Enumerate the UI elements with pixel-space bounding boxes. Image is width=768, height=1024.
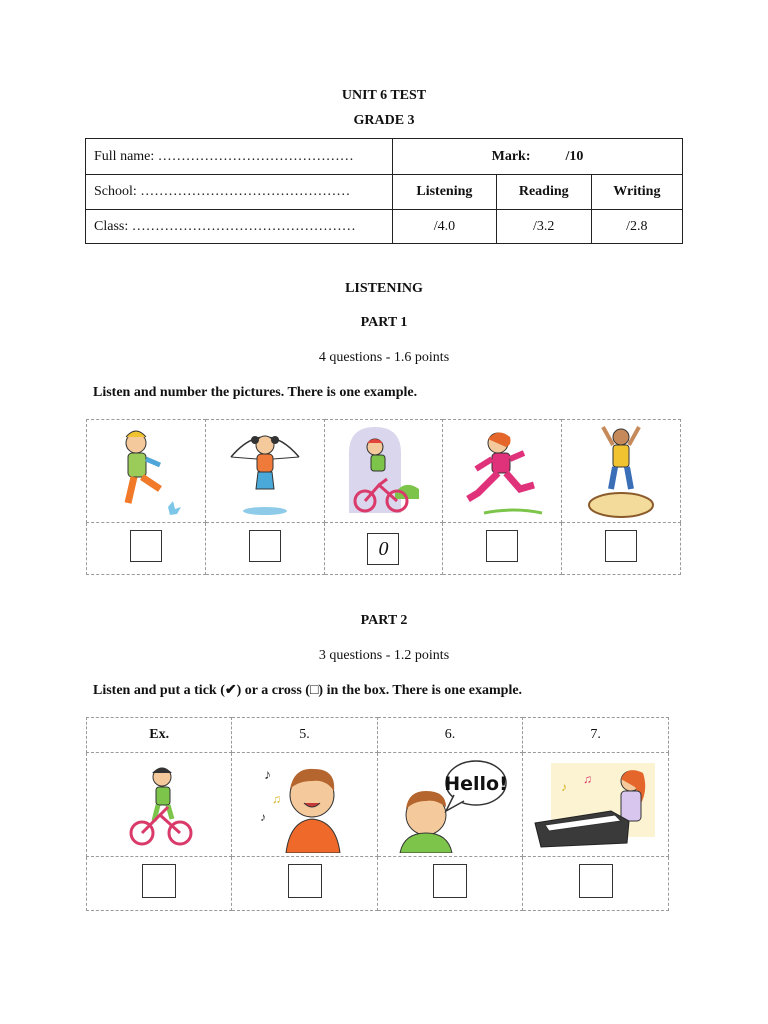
answer-cell — [205, 523, 324, 575]
section-heading: LISTENING — [345, 281, 423, 296]
svg-text:♫: ♫ — [271, 791, 281, 806]
svg-text:♫: ♫ — [582, 771, 592, 786]
col-listening: Listening — [393, 175, 497, 210]
picture-cell — [523, 753, 669, 857]
hello-text: Hello! — [444, 772, 508, 795]
grade-label: GRADE 3 — [353, 113, 415, 128]
answer-box[interactable] — [249, 530, 281, 562]
part1-grid — [86, 419, 681, 575]
picture-cell — [87, 753, 232, 857]
girl-cycling-icon — [104, 757, 214, 853]
col-reading: Reading — [496, 175, 591, 210]
full-name-field[interactable]: Full name: …………………………………… — [86, 139, 393, 175]
part2-title: PART 2 — [360, 613, 408, 628]
mark-cell — [393, 139, 683, 175]
score-reading: /3.2 — [496, 210, 591, 244]
answer-cell — [324, 523, 443, 575]
col-header-6: 6. — [377, 718, 523, 753]
girl-playing-piano-icon — [531, 757, 661, 853]
answer-cell — [523, 857, 669, 911]
answer-box[interactable] — [130, 530, 162, 562]
answer-cell — [443, 523, 562, 575]
answer-box[interactable] — [605, 530, 637, 562]
picture-cell — [377, 753, 523, 857]
answer-cell — [87, 857, 232, 911]
score-listening: /4.0 — [393, 210, 497, 244]
boy-kicking-icon — [98, 423, 194, 519]
picture-cell — [205, 420, 324, 523]
answer-cell — [87, 523, 206, 575]
answer-cell — [562, 523, 681, 575]
test-title: UNIT 6 TEST — [341, 88, 427, 103]
svg-text:♪: ♪ — [263, 767, 271, 783]
col-writing: Writing — [591, 175, 682, 210]
boy-jumping-icon — [573, 423, 669, 519]
answer-box-example[interactable] — [142, 864, 176, 898]
answer-cell — [377, 857, 523, 911]
part2-instruction: Listen and put a tick (✔) or a cross (□) in the box. There is one example. — [93, 683, 523, 698]
answer-box[interactable] — [486, 530, 518, 562]
picture-cell — [87, 420, 206, 523]
boy-cycling-icon — [335, 423, 431, 519]
answer-box-example[interactable]: 0 — [367, 533, 399, 565]
part2-points: 3 questions - 1.2 points — [318, 648, 450, 663]
girl-running-icon — [454, 423, 550, 519]
mark-label: Mark: — [491, 148, 531, 164]
boy-saying-hello-icon — [390, 757, 510, 853]
col-header-example: Ex. — [87, 718, 232, 753]
mark-total: /10 — [565, 148, 584, 164]
col-header-5: 5. — [232, 718, 377, 753]
answer-box[interactable] — [579, 864, 613, 898]
part1-instruction: Listen and number the pictures. There is one example. — [93, 385, 418, 400]
boy-singing-icon — [250, 757, 360, 853]
student-info-table — [85, 138, 683, 244]
school-field[interactable]: School: ……………………………………… — [86, 175, 393, 210]
answer-cell — [232, 857, 377, 911]
class-field[interactable]: Class: ………………………………………… — [86, 210, 393, 244]
part1-title: PART 1 — [360, 315, 408, 330]
answer-box[interactable] — [288, 864, 322, 898]
picture-cell — [232, 753, 377, 857]
girl-skipping-icon — [217, 423, 313, 519]
picture-cell — [324, 420, 443, 523]
part1-points: 4 questions - 1.6 points — [318, 350, 450, 365]
answer-box[interactable] — [433, 864, 467, 898]
svg-text:♪: ♪ — [560, 779, 567, 794]
picture-cell — [562, 420, 681, 523]
col-header-7: 7. — [523, 718, 669, 753]
svg-text:♪: ♪ — [259, 809, 266, 824]
picture-cell — [443, 420, 562, 523]
score-writing: /2.8 — [591, 210, 682, 244]
part2-grid — [86, 717, 669, 911]
